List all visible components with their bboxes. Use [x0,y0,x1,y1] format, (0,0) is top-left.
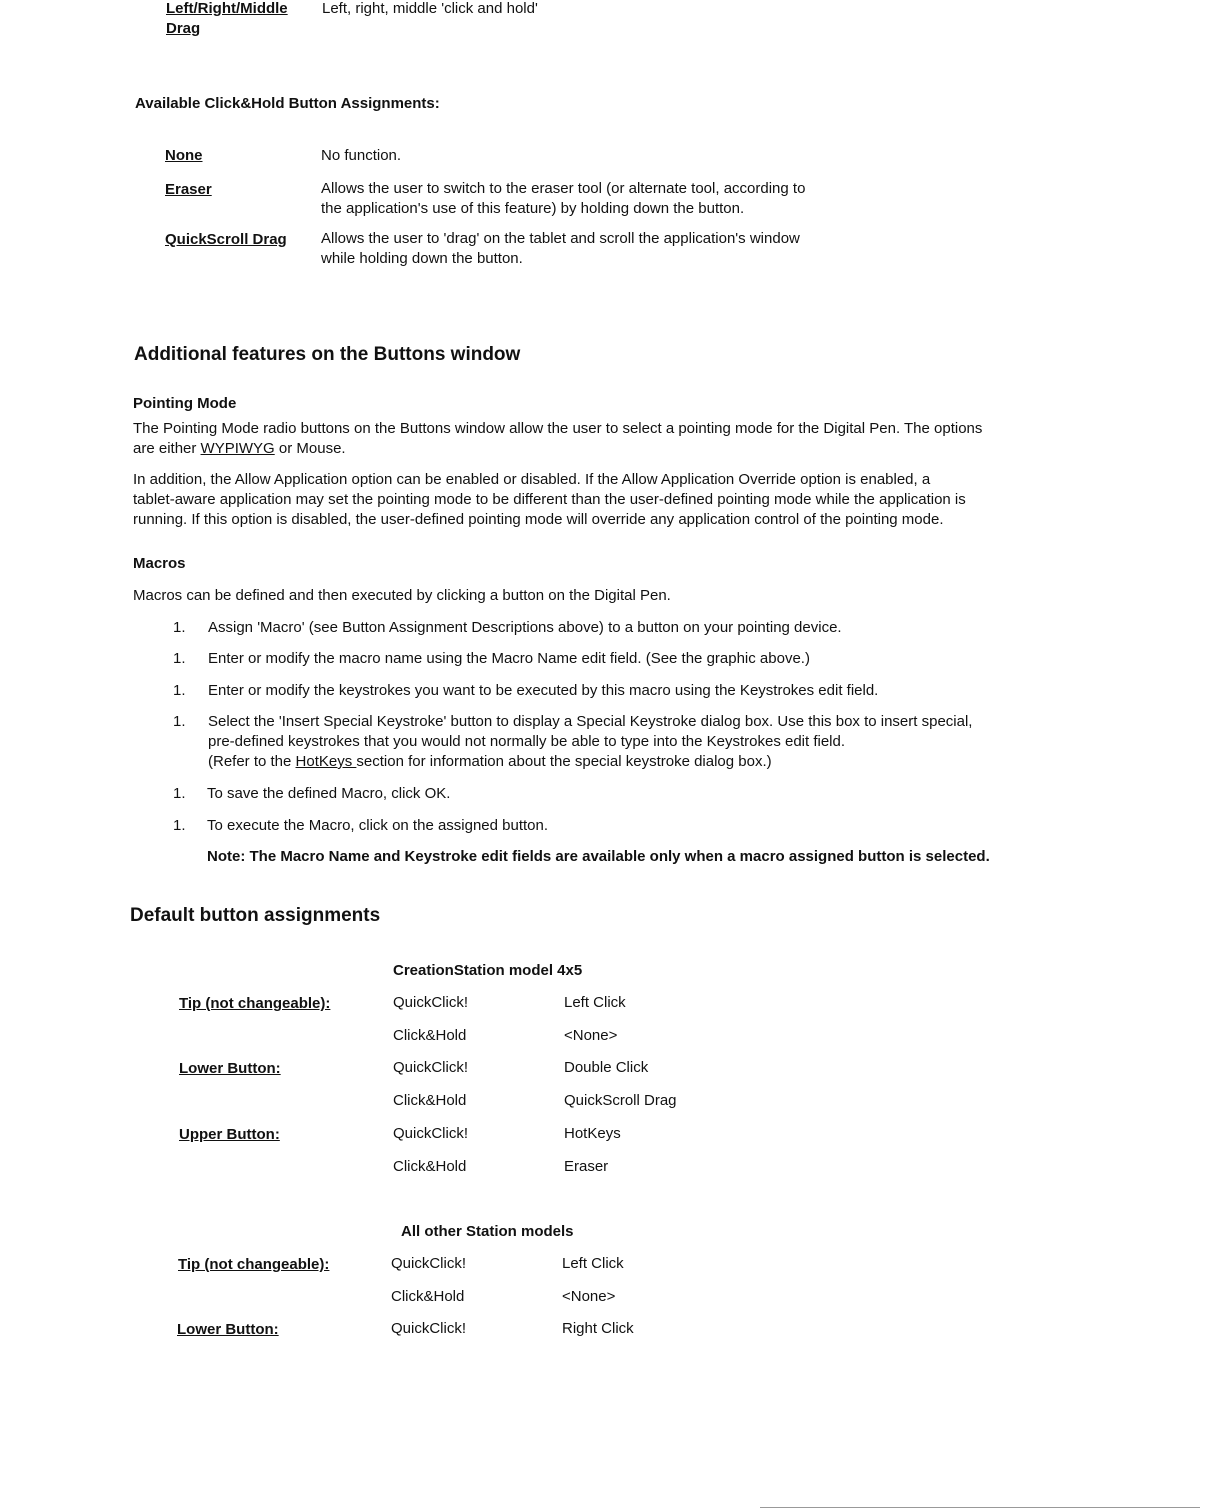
macro-step-text-line2: pre-defined keystrokes that you would not normally be able to type into the Keystrokes edit field. [208,733,846,750]
row-mode: QuickClick! [393,994,469,1011]
pointing-p2-line1: In addition, the Allow Application option can be enabled or disabled. If the Allow Application Override option is enabled, a [133,471,931,488]
scan-artifact [760,1507,1200,1508]
hotkeys-link[interactable]: HotKeys [295,753,357,770]
row-mode: QuickClick! [393,1059,469,1076]
row-value: Right Click [562,1320,634,1337]
row-mode: Click&Hold [391,1288,465,1305]
additional-heading: Additional features on the Buttons window [134,344,521,365]
macro-step-text-line1: Select the 'Insert Special Keystroke' button to display a Special Keystroke dialog box. Use this box to insert special, [208,713,973,730]
term-quickscroll-drag: QuickScroll Drag [165,231,287,248]
row-mode: QuickClick! [391,1320,467,1337]
row-label: Lower Button: [179,1060,281,1077]
macro-step-text: Enter or modify the keystrokes you want to be executed by this macro using the Keystrokes edit field. [208,682,879,699]
macros-intro: Macros can be defined and then executed by clicking a button on the Digital Pen. [133,587,671,604]
macro-step-line3-pre: (Refer to the [208,753,296,770]
macro-step-num: 1. [173,817,186,834]
pointing-p1-post: or Mouse. [274,440,346,457]
pointing-mode-heading: Pointing Mode [133,395,237,412]
row-value: Double Click [564,1059,649,1076]
macros-heading: Macros [133,555,186,572]
macro-step-text: Assign 'Macro' (see Button Assignment Descriptions above) to a button on your pointing device. [208,619,842,636]
row-mode: QuickClick! [393,1125,469,1142]
defaults-heading: Default button assignments [130,905,381,926]
row-value: <None> [564,1027,618,1044]
macro-step-num: 1. [173,619,186,636]
term-desc: Left, right, middle 'click and hold' [322,0,538,17]
desc-quickscroll-line1: Allows the user to 'drag' on the tablet and scroll the application's window [321,230,800,247]
pointing-p1-line1: The Pointing Mode radio buttons on the Buttons window allow the user to select a pointing mode for the Digital Pen. The options [133,420,983,437]
term-eraser: Eraser [165,181,212,198]
macro-step-line3-post: section for information about the special keystroke dialog box.) [356,753,772,770]
macro-step-text-line3 [208,753,772,770]
desc-quickscroll-line2: while holding down the button. [321,250,523,267]
row-mode: Click&Hold [393,1092,467,1109]
desc-none: No function. [321,147,402,164]
macro-step-num: 1. [173,682,186,699]
row-value: QuickScroll Drag [564,1092,677,1109]
macro-step-num: 1. [173,785,186,802]
row-value: HotKeys [564,1125,621,1142]
desc-eraser-line2: the application's use of this feature) by holding down the button. [321,200,745,217]
desc-eraser-line1: Allows the user to switch to the eraser tool (or alternate tool, according to [321,180,806,197]
row-mode: QuickClick! [391,1255,467,1272]
term-left-right-middle-drag-line2: Drag [166,20,201,37]
row-label: Upper Button: [179,1126,280,1143]
macro-step-num: 1. [173,650,186,667]
wypiwyg-link[interactable]: WYPIWYG [200,440,275,457]
term-left-right-middle-drag: Left/Right/Middle [166,0,288,17]
pointing-p1-line2 [133,440,346,457]
macro-step-num: 1. [173,713,186,730]
row-value: Left Click [564,994,626,1011]
row-label: Tip (not changeable): [178,1256,330,1273]
macro-step-text: Enter or modify the macro name using the Macro Name edit field. (See the graphic above.) [208,650,810,667]
macro-step-text: To save the defined Macro, click OK. [207,785,451,802]
row-value: Left Click [562,1255,624,1272]
macro-note: Note: The Macro Name and Keystroke edit fields are available only when a macro assigned button is selected. [207,848,990,865]
click-hold-heading: Available Click&Hold Button Assignments: [135,95,440,112]
row-label: Tip (not changeable): [179,995,331,1012]
pointing-p2-line2: tablet-aware application may set the pointing mode to be different than the user-defined pointing mode while the application is [133,491,966,508]
row-label: Lower Button: [177,1321,279,1338]
pointing-p2-line3: running. If this option is disabled, the user-defined pointing mode will override any application control of the pointing mode. [133,511,944,528]
table1-title: CreationStation model 4x5 [393,962,583,979]
row-value: Eraser [564,1158,609,1175]
row-mode: Click&Hold [393,1158,467,1175]
row-value: <None> [562,1288,616,1305]
row-mode: Click&Hold [393,1027,467,1044]
term-none: None [165,147,203,164]
pointing-p1-pre: are either [133,440,201,457]
table2-title: All other Station models [401,1223,574,1240]
macro-step-text: To execute the Macro, click on the assigned button. [207,817,549,834]
